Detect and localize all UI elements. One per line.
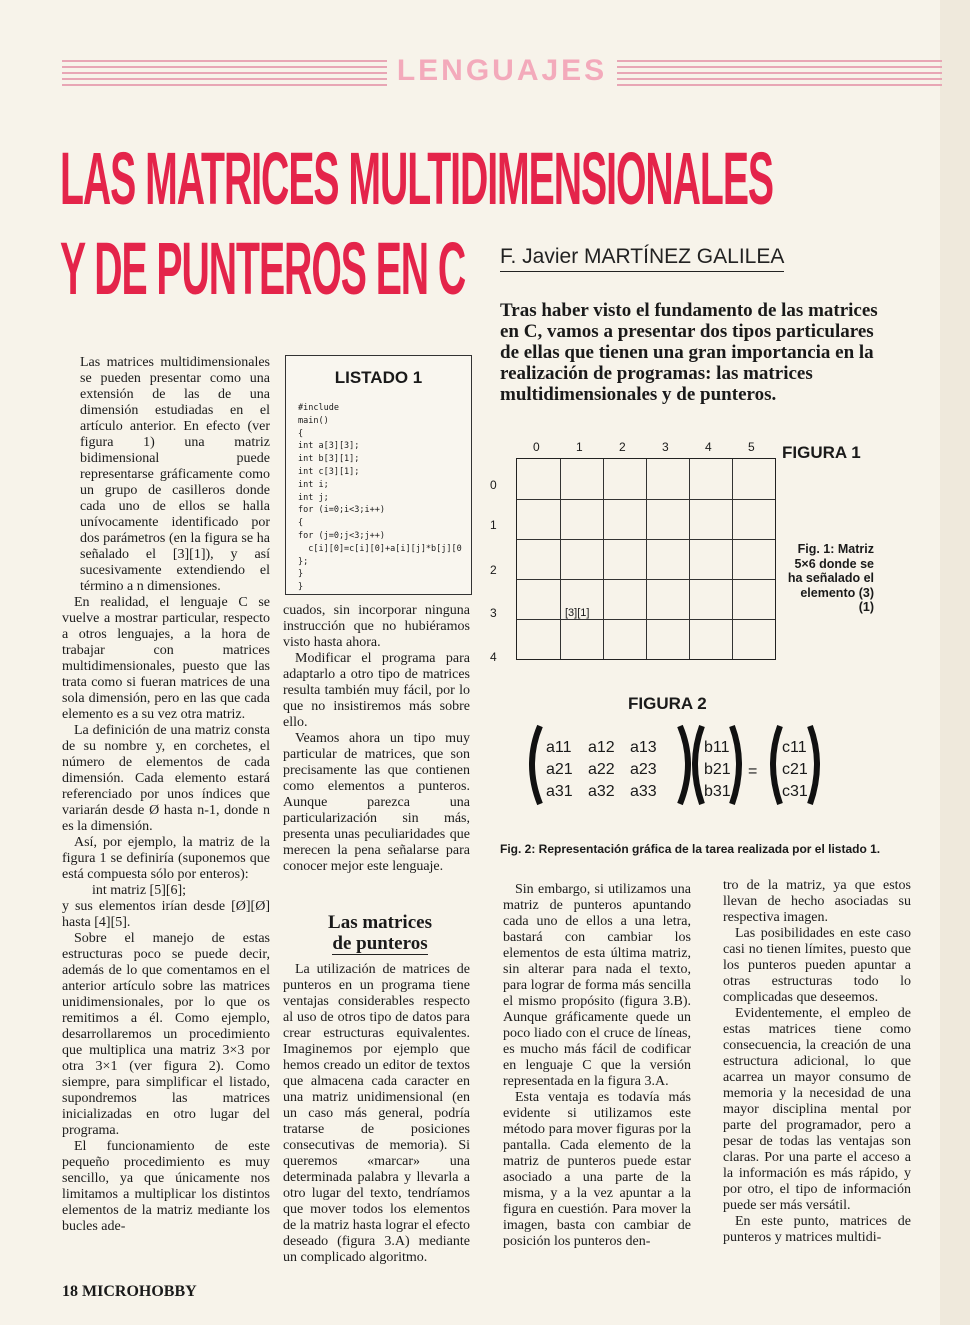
paragraph: Las posibilidades en este caso casi no tienen límites, puesto que los punteros pueden apuntar a otras estructuras todo lo complicadas que deseemos. [723, 926, 911, 1005]
paragraph: Evidentemente, el empleo de estas matrices tiene como consecuencia, la creación de una estructura adicional, lo que acarrea un mayor consumo de memoria y la necesidad de una mayor disciplina mental por parte del programador, pero a pesar de todas las ventajas son claras. Por una parte el acceso a la información es más rápido, y por otro, el tipo de información puede ser más versátil. [723, 1006, 911, 1213]
subheading [300, 912, 460, 954]
article-title-line1: LAS MATRICES MULTIDIMENSIONALES [60, 137, 774, 220]
matrix-a-cell: a22 [588, 761, 615, 778]
text-column-2 [283, 603, 470, 875]
text-column-1 [62, 355, 270, 1235]
figure1-col-index: 5 [748, 440, 755, 454]
paragraph: tro de la matriz, ya que estos llevan de hecho asociadas su respectiva imagen. [723, 878, 911, 925]
figure1-row-index: 1 [490, 518, 497, 532]
figure1-col-index: 0 [533, 440, 540, 454]
matrix-a-cell: a21 [546, 761, 573, 778]
matrix-b-cell: b11 [704, 739, 730, 756]
paragraph: En este punto, matrices de punteros y matrices multidi- [723, 1214, 911, 1245]
matrix-a-cell: a31 [546, 783, 573, 800]
figure1-row-index: 3 [490, 606, 497, 620]
matrix-a-cell: a23 [630, 761, 657, 778]
paragraph: Modificar el programa para adaptarlo a otro tipo de matrices resulta también muy fácil, por lo que no insistiremos más sobre ello. [283, 651, 470, 730]
paragraph: Así, por ejemplo, la matriz de la figura 1 se definiría (suponemos que está compuesta sólo por enteros): [62, 835, 270, 882]
matrix-brackets [522, 718, 882, 810]
matrix-c-cell: c21 [782, 761, 808, 778]
matrix-a-cell: a13 [630, 739, 657, 756]
listing-box [285, 355, 472, 595]
figure1-grid [516, 458, 776, 660]
paragraph: Sin embargo, si utilizamos una matriz de punteros apuntando cada uno de ellos a una letra, bastará con cambiar los elementos de esta última matriz, sin alterar para nada el texto, para lograr de forma más sencilla el mismo propósito (figura 3.B). Aunque gráficamente quede un poco liado con el cruce de líneas, es mucho más fácil de codificar en lenguaje C que la versión representada en la figura 3.A. [503, 882, 691, 1089]
author-byline: F. Javier MARTÍNEZ GALILEA [500, 245, 784, 272]
paragraph: cuados, sin incorporar ninguna instrucción que no hubiéramos visto hasta ahora. [283, 603, 470, 650]
paragraph: Esta ventaja es todavía más evidente si utilizamos este método para mover figuras por la pantalla. Cada elemento de la matriz de punteros puede estar asociado a una parte de la misma, y a la vez apuntar a la figura en cuestión. Para mover la imagen, basta con cambiar de posición los punteros den- [503, 1090, 691, 1249]
figure1-row-index: 4 [490, 650, 497, 664]
matrix-a-cell: a32 [588, 783, 615, 800]
paragraph: Sobre el manejo de estas estructuras poco se puede decir, además de lo que comentamos en el anterior artículo sobre las matrices unidimensionales, por lo que os remitimos a él. Como ejemplo, desarrollaremos un procedimiento que multiplica una matriz 3×3 por otra 3×1 (ver figura 2). Como siempre, para simplificar el listado, supondremos las matrices inicializadas en otro lugar del programa. [62, 931, 270, 1138]
paragraph: La utilización de matrices de punteros en un programa tiene ventajas considerables respecto al uso de otros tipo de datos para crear estructuras equivalentes. Imaginemos por ejemplo que hemos creado un editor de textos que almacena cada caracter en una matriz unidimensional (en un caso más general, podría tratarse de posiciones consecutivas de memoria). Si queremos «marcar» una determinada palabra y llevarla a otro lugar del texto, tendríamos que mover todos los elementos de la matriz hasta lograr el efecto deseado (figura 3.A) mediante un complicado algoritmo. [283, 962, 470, 1265]
paragraph: El funcionamiento de este pequeño procedimiento es muy sencillo, ya que únicamente nos limitamos a multiplicar los distintos elementos de la matriz mediante los bucles ade- [62, 1139, 270, 1234]
matrix-b-cell: b21 [704, 761, 731, 778]
figure2-matrices [522, 718, 882, 810]
listing-title: LISTADO 1 [334, 368, 423, 387]
figure1-col-index: 3 [662, 440, 669, 454]
text-column-3 [503, 882, 691, 1250]
paragraph: Veamos ahora un tipo muy particular de matrices, que son precisamente las que contienen como elementos a punteros. Aunque parezca una particularización sin más, presenta unas peculiaridades que merecen la pena señalarse para conocer mejor este lenguaje. [283, 731, 470, 874]
paragraph: La definición de una matriz consta de su nombre y, en corchetes, el número de elementos de cada dimensión. Cada elemento estará referenciado por unos índices que variarán desde Ø hasta n-1, donde n es la dimensión. [62, 723, 270, 834]
intro-lead: Tras haber visto el fundamento de las matrices en C, vamos a presentar dos tipos particulares de ellas que tienen una gran importancia en la realización de programas: las matrices multidimensionales y de punteros. [500, 300, 878, 405]
paragraph: En realidad, el lenguaje C se vuelve a mostrar particular, respecto a otros lenguajes, a la hora de trabajar con matrices multidimensionales, puesto que las trata como si fueran matrices de una sola dimensión, pero en las que cada elemento es a su vez otra matriz. [62, 595, 270, 722]
highlighted-cell-label: [3][1] [565, 607, 590, 619]
matrix-a-cell: a33 [630, 783, 657, 800]
paragraph: y sus elementos irían desde [Ø][Ø] hasta [4][5]. [62, 899, 270, 930]
figure1-label: FIGURA 1 [782, 443, 861, 462]
matrix-a-cell: a11 [546, 739, 572, 756]
section-label: LENGUAJES [387, 54, 617, 87]
matrix-b-cell: b31 [704, 783, 731, 800]
text-column-2b [283, 962, 470, 1266]
matrix-c-cell: c11 [782, 739, 807, 756]
figure1-caption: Fig. 1: Matriz 5×6 donde se ha señalado el elemento (3) (1) [787, 542, 874, 614]
article-title-line2: Y DE PUNTEROS EN C [60, 227, 466, 310]
section-banner [62, 56, 942, 88]
figure1-col-index: 4 [705, 440, 712, 454]
figure1-col-index: 1 [576, 440, 583, 454]
subheading-line2: de punteros [332, 933, 428, 954]
figure2-caption: Fig. 2: Representación gráfica de la tarea realizada por el listado 1. [500, 842, 881, 856]
text-column-4 [723, 878, 911, 1246]
page-footer: 18 MICROHOBBY [62, 1283, 197, 1300]
listing-code: #include main() { int a[3][3]; int b[3][1]; int c[3][1]; int i; int j; for (i=0;i<3;i++) { for (j=0;j<3;j++) c[i][0]=c[i][0]+a[i][j]*b[j][0 }; } } [298, 403, 462, 593]
figure2-label: FIGURA 2 [628, 694, 707, 713]
adjacent-page-edge [940, 0, 970, 1325]
matrix-a-cell: a12 [588, 739, 615, 756]
figure1-col-index: 2 [619, 440, 626, 454]
code-line: int matriz [5][6]; [92, 883, 187, 898]
figure1-row-index: 2 [490, 563, 497, 577]
subheading-line1: Las matrices [328, 912, 432, 933]
figure1-row-index: 0 [490, 478, 497, 492]
paragraph: Las matrices multidimensionales se pueden presentar como una extensión de las de una dimensión estudiadas en el artículo anterior. En efecto (ver figura 1) una matriz bidimensional puede representarse gráficamente como un grupo de casilleros donde cada uno de ellos se halla unívocamente identificado por dos parámetros (en la figura se ha señalado el [3][1]), y así sucesivamente extendiendo el término a n dimensiones. [80, 355, 270, 594]
matrix-c-cell: c31 [782, 783, 808, 800]
equals-sign: = [748, 763, 758, 780]
